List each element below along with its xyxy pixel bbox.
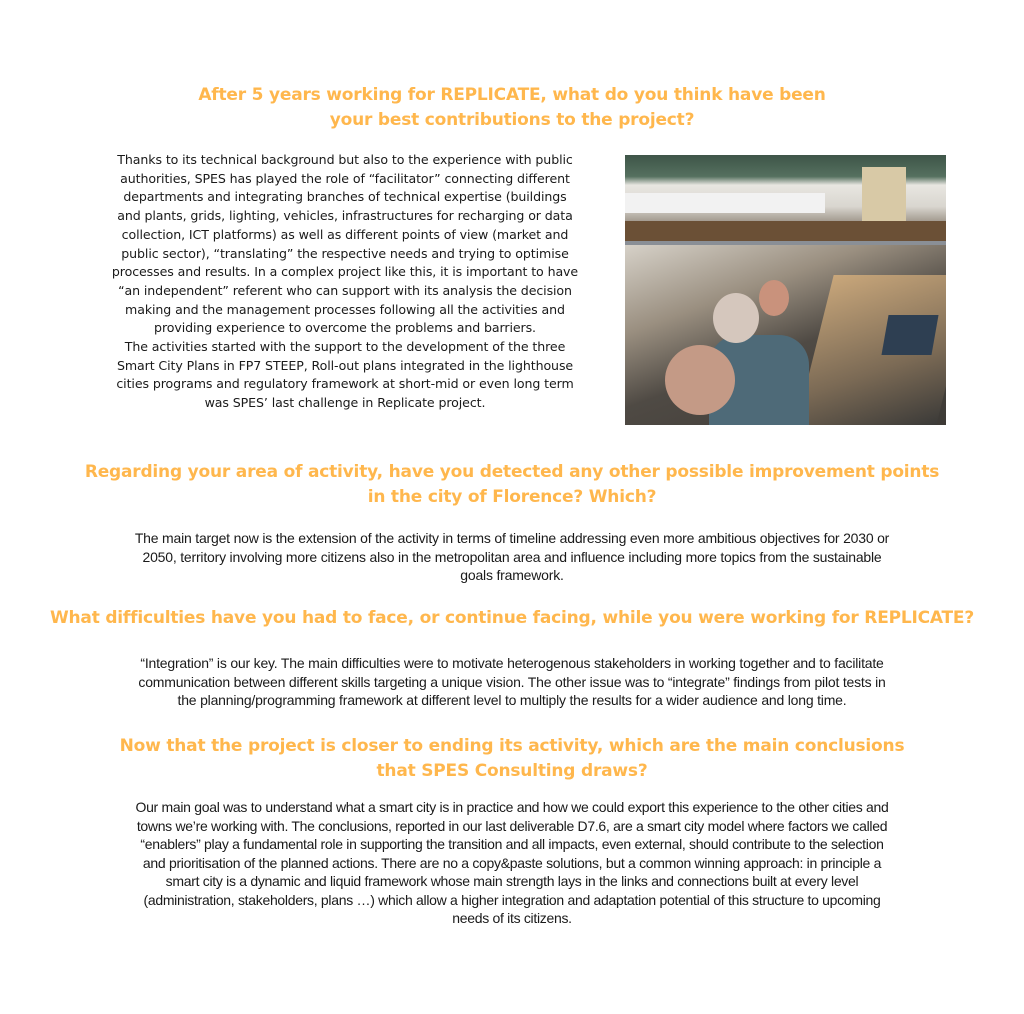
text-line: communication between different skills targeting a unique vision. The other issue was to “integrate” findings from pilot tests in bbox=[138, 673, 886, 690]
answer-best-contributions bbox=[86, 151, 604, 413]
answer-improvement-points bbox=[70, 529, 954, 585]
photo-banner bbox=[625, 193, 825, 213]
text-line: cities programs and regulatory framework at short-mid or even long term bbox=[116, 376, 574, 392]
text-line: and prioritisation of the planned actions. There are no a copy&paste solutions, but a common winning approach: in principle a bbox=[142, 854, 882, 871]
heading-line: Regarding your area of activity, have you detected any other possible improvement points bbox=[84, 462, 940, 482]
text-line: smart city is a dynamic and liquid framework whose main strength lays in the links and connections built at every level bbox=[165, 873, 859, 889]
heading-difficulties bbox=[0, 606, 1024, 631]
heading-line: After 5 years working for REPLICATE, what do you think have been bbox=[198, 85, 826, 105]
conference-photo bbox=[625, 155, 946, 425]
text-line: the planning/programming framework at different level to multiply the results for a wider audience and long time. bbox=[177, 692, 847, 708]
text-line: goals framework. bbox=[460, 567, 564, 583]
text-line: “Integration” is our key. The main difficulties were to motivate heterogenous stakeholders in working together and to facilitate bbox=[140, 655, 884, 671]
text-line: processes and results. In a complex project like this, it is important to have bbox=[111, 264, 579, 280]
answer-conclusions bbox=[70, 798, 954, 928]
text-line: providing experience to overcome the problems and barriers. bbox=[154, 320, 536, 336]
heading-conclusions bbox=[0, 734, 1024, 784]
text-line: The activities started with the support to the development of the three bbox=[124, 339, 566, 355]
heading-line: in the city of Florence? Which? bbox=[367, 487, 657, 507]
photo-person bbox=[759, 280, 789, 316]
text-line: authorities, SPES has played the role of “facilitator” connecting different bbox=[120, 170, 570, 186]
text-line: Smart City Plans in FP7 STEEP, Roll-out plans integrated in the lighthouse bbox=[116, 357, 574, 373]
text-line: departments and integrating branches of technical expertise (buildings bbox=[123, 189, 567, 205]
text-line: 2050, territory involving more citizens also in the metropolitan area and influence including more topics from the sustainable bbox=[142, 548, 882, 565]
heading-line: What difficulties have you had to face, or continue facing, while you were working for REPLICATE? bbox=[49, 608, 975, 628]
heading-line: that SPES Consulting draws? bbox=[376, 761, 648, 781]
text-line: (administration, stakeholders, plans …) which allow a higher integration and adaptation potential of this structure to upcoming bbox=[143, 891, 881, 908]
photo-person bbox=[713, 293, 759, 343]
text-line: making and the management processes following all the activities and bbox=[125, 301, 565, 317]
photo-person bbox=[665, 345, 735, 415]
text-line: towns we’re working with. The conclusions, reported in our last deliverable D7.6, are a smart city model where factors we called bbox=[136, 817, 888, 834]
heading-line: your best contributions to the project? bbox=[329, 110, 695, 130]
text-line: and plants, grids, lighting, vehicles, infrastructures for recharging or data bbox=[117, 208, 573, 224]
text-line: Our main goal was to understand what a smart city is in practice and how we could export this experience to the other cities and bbox=[135, 799, 889, 815]
heading-improvement-points bbox=[0, 460, 1024, 510]
answer-difficulties bbox=[70, 654, 954, 710]
text-line: collection, ICT platforms) as well as different points of view (market and bbox=[121, 226, 569, 242]
text-line: “enablers” play a fundamental role in supporting the transition and all impacts, even external, should contribute to the selection bbox=[140, 836, 884, 852]
text-line: The main target now is the extension of the activity in terms of timeline addressing even more ambitious objectives for 2030 or bbox=[134, 530, 890, 546]
photo-laptop bbox=[881, 315, 938, 355]
text-line: was SPES’ last challenge in Replicate project. bbox=[204, 395, 486, 411]
text-line: Thanks to its technical background but also to the experience with public bbox=[117, 152, 573, 167]
heading-best-contributions bbox=[0, 83, 1024, 133]
photo-desk bbox=[625, 221, 946, 241]
heading-line: Now that the project is closer to ending its activity, which are the main conclusions bbox=[119, 736, 905, 756]
text-line: “an independent” referent who can support with its analysis the decision bbox=[118, 282, 572, 298]
text-line: public sector), “translating” the respective needs and trying to optimise bbox=[121, 245, 569, 261]
photo-door bbox=[862, 167, 906, 221]
text-line: needs of its citizens. bbox=[452, 910, 572, 926]
